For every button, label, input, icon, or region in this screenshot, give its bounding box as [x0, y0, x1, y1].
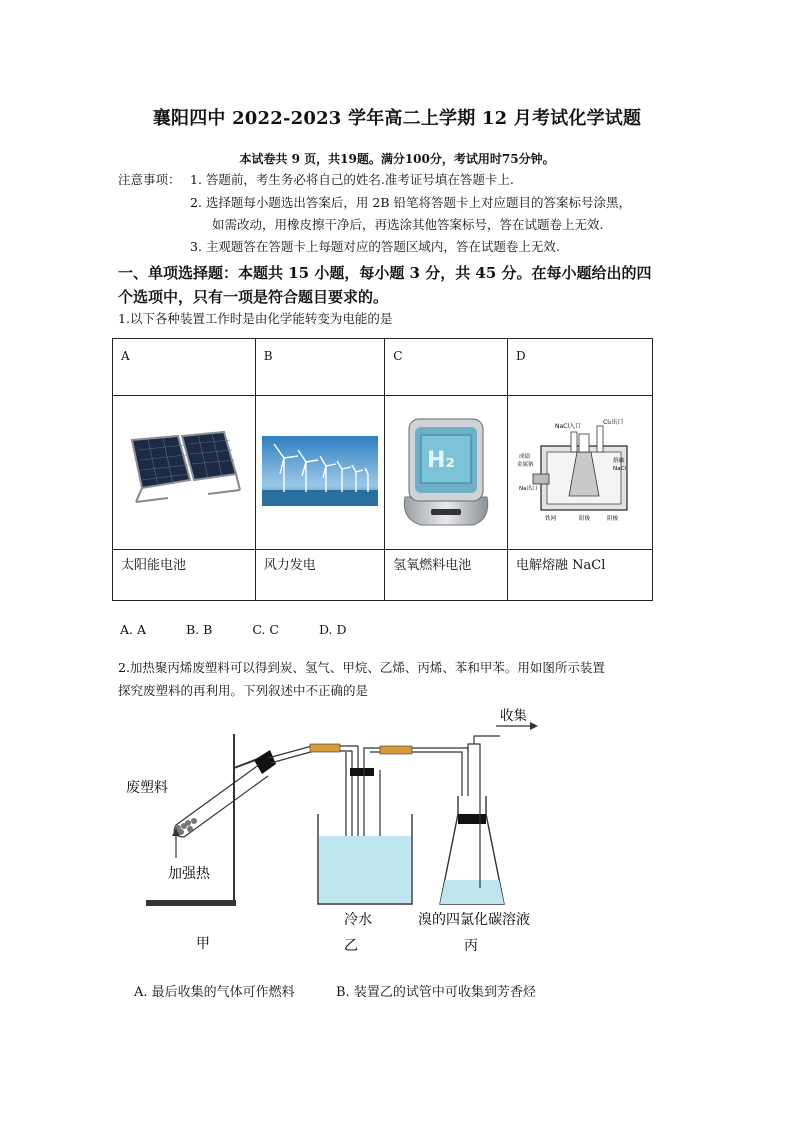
- choice-b: B. B: [186, 622, 213, 637]
- notes-lead: 注意事项：: [118, 172, 181, 187]
- apparatus-diagram: [118, 708, 558, 958]
- cathode-label: 阴极: [607, 516, 619, 522]
- cold-water-label: 冷水: [344, 912, 372, 928]
- waste-plastic-label: 废塑料: [126, 780, 168, 796]
- strong-heat-label: 加强热: [168, 866, 210, 882]
- question-1-choices: [120, 622, 382, 637]
- h2-label: H₂: [427, 448, 456, 473]
- table-header-a: A: [113, 339, 256, 396]
- table-label-row: [113, 550, 653, 601]
- apparatus-bing-label: 丙: [464, 938, 478, 954]
- table-image-row: [113, 396, 653, 550]
- note-item-2-cont: 如需改动，用橡皮擦干净后，再选涂其他答案标号，答在试题卷上无效.: [212, 217, 604, 232]
- page-title: 襄阳四中 2022-2023 学年高二上学期 12 月考试化学试题: [152, 108, 642, 129]
- electrolysis-nacl-diagram: [508, 396, 653, 550]
- metal-label: 成绩: [519, 454, 531, 460]
- choice-a: A. A: [120, 622, 147, 637]
- q2-option-a: A. 最后收集的气体可作燃料: [134, 985, 295, 1000]
- question-2-stem-line1: 2.加热聚丙烯废塑料可以得到炭、氢气、甲烷、乙烯、丙烯、苯和甲苯。用如图所示装置: [118, 660, 605, 675]
- collect-label: 收集: [500, 708, 527, 724]
- table-header-b: B: [255, 339, 384, 396]
- table-header-row: [113, 339, 653, 396]
- cl2-outlet-label: Cl₂出口: [603, 419, 624, 426]
- nacl-label: NaCl: [613, 466, 626, 472]
- question-1-options-table: [112, 338, 653, 601]
- solar-panel-image: [113, 396, 256, 550]
- exam-info: 本试卷共 9 页，共19题。满分100分，考试用时75分钟。: [239, 152, 555, 166]
- nacl-inlet-label: NaCl入口: [555, 423, 582, 430]
- apparatus-jia-label: 甲: [196, 936, 210, 952]
- section-heading-2: 个选项中，只有一项是符合题目要求的。: [118, 288, 389, 306]
- wind-turbine-image: [255, 396, 384, 550]
- label-a: 太阳能电池: [113, 550, 256, 601]
- table-header-d: D: [508, 339, 653, 396]
- molten-label: 熔融: [613, 458, 625, 464]
- iron-mesh-label: 铁网: [545, 516, 557, 522]
- question-2-stem-line2: 探究废塑料的再利用。下列叙述中不正确的是: [118, 683, 369, 698]
- note-item-2: 2. 选择题每小题选出答案后，用 2B 铅笔将答题卡上对应题目的答案标号涂黑，: [190, 195, 631, 210]
- q2-option-b: B. 装置乙的试管中可收集到芳香烃: [336, 985, 536, 1000]
- fuel-cell-image: [385, 396, 508, 550]
- question-1-stem: 1.以下各种装置工作时是由化学能转变为电能的是: [118, 311, 393, 326]
- sodium-label: 金属钠: [517, 462, 534, 468]
- label-b: 风力发电: [255, 550, 384, 601]
- label-c: 氢氧燃料电池: [385, 550, 508, 601]
- note-item-1: 1. 答题前，考生务必将自己的姓名.准考证号填在答题卡上.: [190, 172, 514, 187]
- anode-label: 阳极: [579, 516, 591, 522]
- choice-d: D. D: [318, 622, 347, 637]
- choice-c: C. C: [252, 622, 279, 637]
- apparatus-yi-label: 乙: [344, 938, 358, 954]
- note-item-3: 3. 主观题答在答题卡上每题对应的答题区域内，答在试题卷上无效.: [190, 239, 560, 254]
- table-header-c: C: [385, 339, 508, 396]
- na-outlet-label: Na出口: [519, 486, 538, 492]
- label-d: 电解熔融 NaCl: [508, 550, 653, 601]
- section-heading-1: 一、单项选择题：本题共 15 小题，每小题 3 分，共 45 分。在每小题给出的四: [118, 264, 652, 282]
- bromine-solution-label: 溴的四氯化碳溶液: [418, 912, 530, 928]
